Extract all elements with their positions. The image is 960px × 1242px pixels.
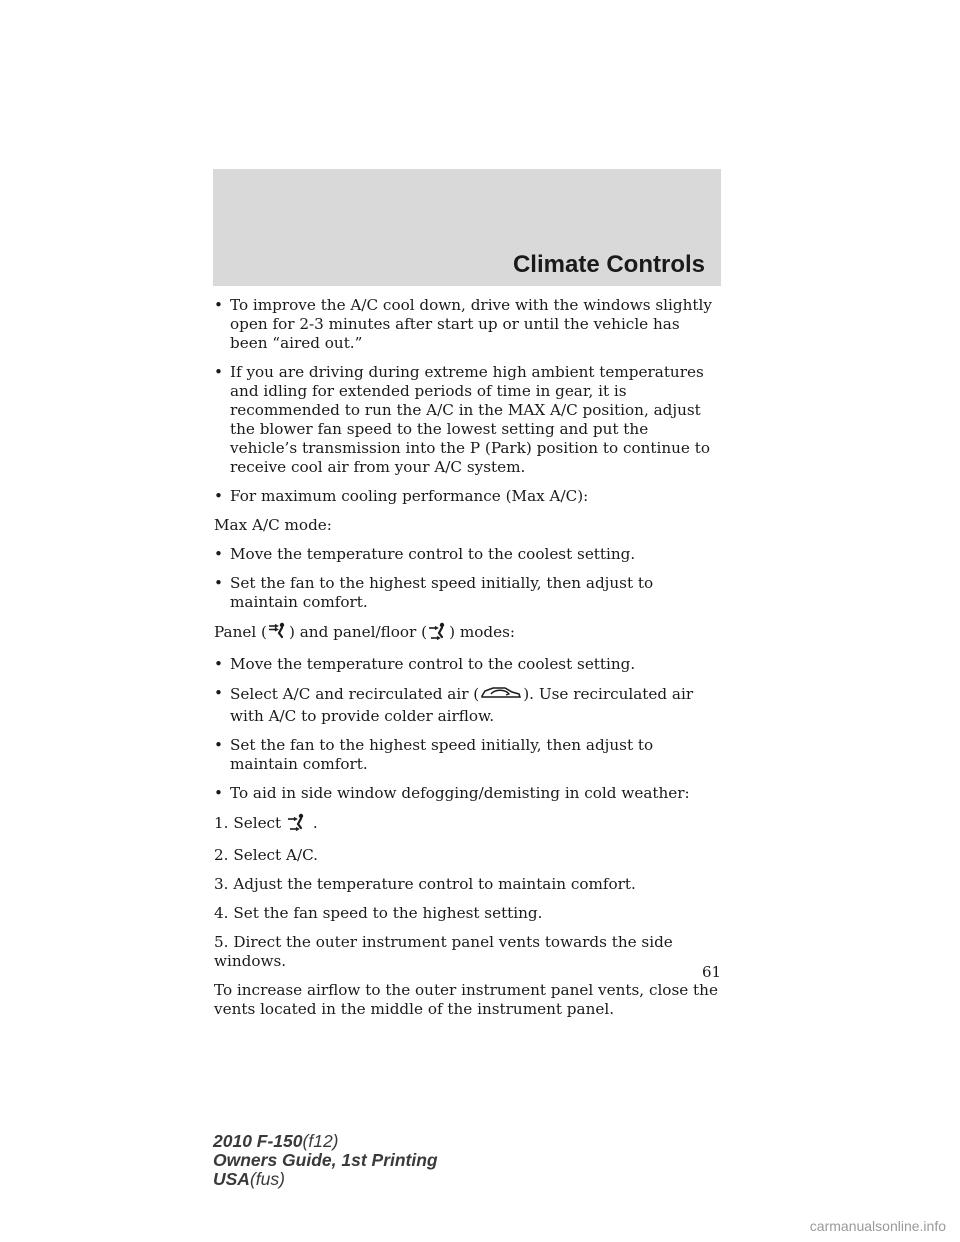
bullet-icon: • <box>214 487 223 505</box>
step-4: 4. Set the fan speed to the highest setting. <box>214 904 543 922</box>
list-item <box>214 296 720 353</box>
bullet-text-a: Select A/C and recirculated air ( <box>230 685 480 703</box>
recirculated-air-icon <box>479 684 523 707</box>
bullet-icon: • <box>214 736 223 754</box>
bullet-icon: • <box>214 655 223 673</box>
list-item <box>214 784 720 803</box>
footer-region: USA <box>213 1169 250 1189</box>
list-item <box>214 487 720 506</box>
step-1-text: 1. Select <box>214 814 282 832</box>
step-1 <box>214 813 720 836</box>
page-number: 61 <box>702 963 722 981</box>
footer-line-1 <box>213 1132 438 1151</box>
step-5: 5. Direct the outer instrument panel vents towards the side windows. <box>214 933 673 970</box>
panel-floor-mode-icon <box>286 813 308 836</box>
closing-paragraph: To increase airflow to the outer instrument panel vents, close the vents located in the middle of the instrument panel. <box>214 981 718 1018</box>
bullet-icon: • <box>214 684 223 702</box>
panel-floor-mode-icon <box>427 622 449 645</box>
bullet-text: To improve the A/C cool down, drive with the windows slightly open for 2-3 minutes after start up or until the vehicle has been “aired out.” <box>230 296 712 352</box>
step-1-period: . <box>312 814 318 832</box>
step-2: 2. Select A/C. <box>214 846 318 864</box>
bullet-text: Set the fan to the highest speed initially, then adjust to maintain comfort. <box>230 736 654 773</box>
footer-line-3 <box>213 1170 438 1189</box>
bullet-text: To aid in side window defogging/demisting in cold weather: <box>230 784 690 802</box>
bullet-text: Move the temperature control to the coolest setting. <box>230 545 636 563</box>
bullet-icon: • <box>214 296 223 314</box>
panel-modes-heading <box>214 622 720 645</box>
bullet-icon: • <box>214 574 223 592</box>
list-item <box>214 655 720 674</box>
footer <box>213 1132 438 1189</box>
page-content <box>214 296 720 1029</box>
footer-model-code: (f12) <box>302 1131 339 1151</box>
panel-mode-icon <box>267 622 289 645</box>
step-3: 3. Adjust the temperature control to maintain comfort. <box>214 875 636 893</box>
bullet-text: For maximum cooling performance (Max A/C): <box>230 487 589 505</box>
list-item <box>214 684 720 726</box>
footer-region-code: (fus) <box>249 1169 285 1189</box>
bullet-icon: • <box>214 363 223 381</box>
watermark[interactable]: carmanualsonline.info <box>809 1218 946 1234</box>
footer-model: 2010 F-150 <box>213 1131 303 1151</box>
bullet-text-b: ). Use recirculated air with A/C to provide colder airflow. <box>230 685 694 725</box>
panel-text-c: ) modes: <box>449 623 515 641</box>
footer-line-2: Owners Guide, 1st Printing <box>213 1150 438 1170</box>
bullet-text: Move the temperature control to the coolest setting. <box>230 655 636 673</box>
max-ac-mode-heading: Max A/C mode: <box>214 516 332 534</box>
list-item <box>214 574 720 612</box>
bullet-icon: • <box>214 784 223 802</box>
bullet-text: If you are driving during extreme high ambient temperatures and idling for extended periods of time in gear, it is recommended to run the A/C in the MAX A/C position, adjust the blower fan speed to the lowest setting and put the vehicle’s transmission into the P (Park) position to continue to receive cool air from your A/C system. <box>230 363 710 476</box>
panel-text-a: Panel ( <box>214 623 267 641</box>
bullet-icon: • <box>214 545 223 563</box>
list-item <box>214 363 720 477</box>
section-title: Climate Controls <box>512 251 705 278</box>
list-item <box>214 736 720 774</box>
section-header <box>213 169 721 286</box>
panel-text-b: ) and panel/floor ( <box>288 623 428 641</box>
list-item <box>214 545 720 564</box>
bullet-text: Set the fan to the highest speed initially, then adjust to maintain comfort. <box>230 574 654 611</box>
